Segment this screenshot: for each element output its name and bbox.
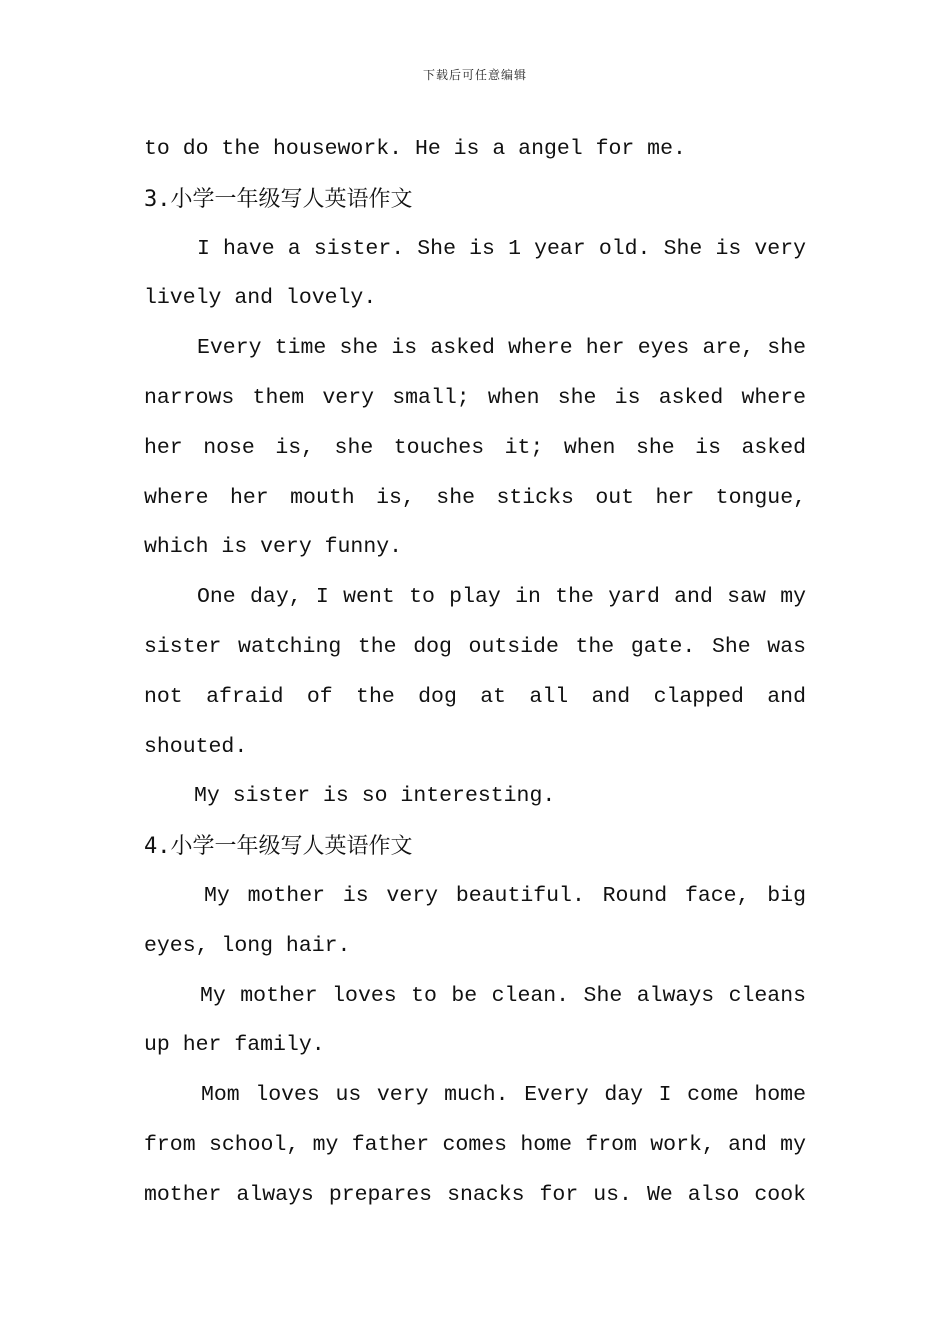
text-line: Mom loves us very much. Every day I come home bbox=[201, 1083, 806, 1108]
page-header-note: 下载后可任意编辑 bbox=[422, 68, 527, 82]
text-line: where her mouth is, she sticks out her tongue, bbox=[144, 485, 806, 510]
text-line: to do the housework. He is a angel for me. bbox=[144, 137, 686, 161]
document-body bbox=[144, 125, 806, 1221]
text-line: narrows them very small; when she is asked where bbox=[144, 385, 806, 410]
text-line: which is very funny. bbox=[144, 535, 403, 560]
text-line: up her family. bbox=[144, 1033, 325, 1058]
text-line: I have a sister. She is 1 year old. She is very bbox=[197, 236, 806, 261]
text-line: from school, my father comes home from work, and my bbox=[144, 1132, 806, 1157]
text-line: lively and lovely. bbox=[144, 286, 377, 311]
text-line: sister watching the dog outside the gate. She was bbox=[144, 634, 806, 659]
text-line: her nose is, she touches it; when she is asked bbox=[144, 435, 806, 460]
text-line: Every time she is asked where her eyes are, she bbox=[197, 336, 806, 361]
text-line: My mother is very beautiful. Round face, big bbox=[204, 883, 806, 908]
text-line: mother always prepares snacks for us. We also cook bbox=[144, 1182, 806, 1207]
text-line: One day, I went to play in the yard and saw my bbox=[197, 585, 806, 610]
text-line: My mother loves to be clean. She always cleans bbox=[200, 983, 806, 1008]
section-heading: 3.小学一年级写人英语作文 bbox=[144, 186, 413, 212]
section-heading: 4.小学一年级写人英语作文 bbox=[144, 834, 413, 860]
text-line: shouted. bbox=[144, 734, 248, 759]
text-line: eyes, long hair. bbox=[144, 933, 351, 958]
text-line: My sister is so interesting. bbox=[194, 784, 556, 809]
text-line: not afraid of the dog at all and clapped and bbox=[144, 684, 806, 709]
